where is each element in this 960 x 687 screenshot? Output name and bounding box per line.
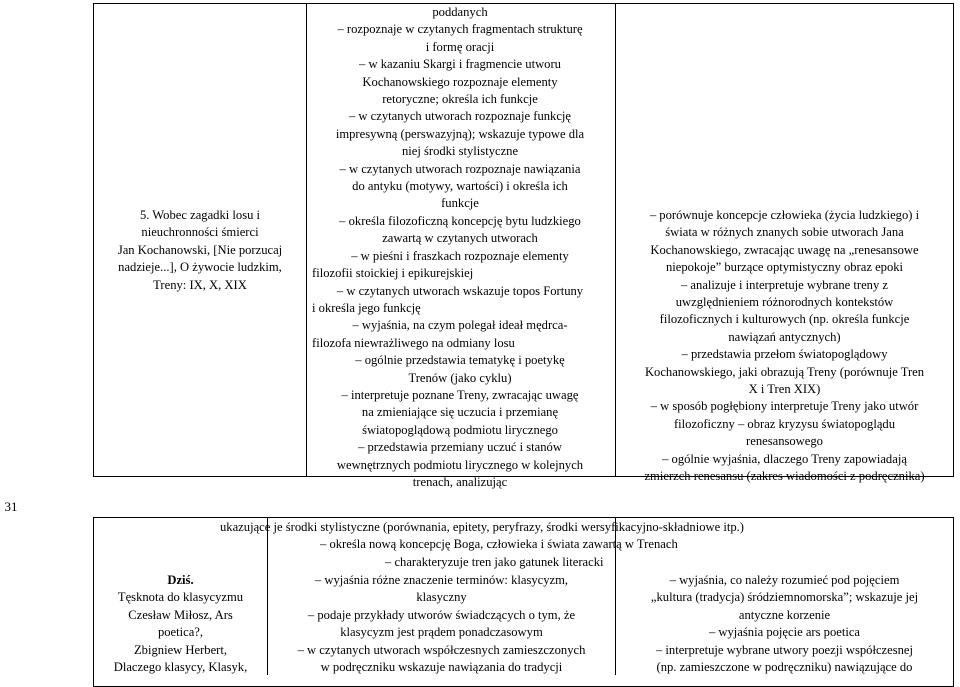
upper-extended-requirements-cell [617,207,952,486]
requirement-line: i określa jego funkcję [312,300,421,315]
requirement-line: filozofa niewrażliwego na odmiany losu [312,335,515,350]
requirement-line: niepokoje” burzące optymistyczny obraz epoki [665,260,904,275]
requirement-line: – porównuje koncepcje człowieka (życia ludzkiego) i [649,208,920,222]
requirement-line: światopoglądową podmiotu lirycznego [362,422,558,437]
requirement-line: filozoficzny – obraz kryzysu światopoglądu [673,416,896,431]
requirement-line: klasyczny [416,590,467,605]
requirement-line: – w czytanych utworach współczesnych zamieszczonych [297,642,586,657]
requirement-line: poddanych [432,5,488,19]
requirement-line: renesansowego [746,434,823,449]
requirement-line: zawartą w czytanych utworach [382,231,538,246]
requirement-line: – wyjaśnia, co należy rozumieć pod pojęciem [669,573,900,587]
requirement-line: – w czytanych utworach rozpoznaje funkcję [348,109,572,124]
requirement-line: – przedstawia przełom światopoglądowy [681,347,888,362]
requirement-line: – analizuje i interpretuje wybrane treny z [680,277,888,292]
requirement-line: X i Tren XIX) [748,382,821,397]
requirement-line: – określa filozoficzną koncepcję bytu ludzkiego [339,213,581,228]
requirement-line: niej środki stylistyczne [401,144,519,159]
requirement-line: świata w różnych znanych sobie utworach Jana [665,225,904,240]
lower-basic-requirements-cell [269,572,614,676]
requirement-line: funkcje [441,196,479,211]
topic-line: nieuchronności śmierci [141,225,259,240]
requirement-line: – w sposób pogłębiony interpretuje Treny jako utwór [650,399,919,414]
topic-line: Jan Kochanowski, [Nie porzucaj [117,242,283,257]
requirement-line: filozoficznych i kulturowych (np. określa funkcje [659,312,910,327]
topic-line: Tęsknota do klasycyzmu [117,590,244,605]
requirement-line: – interpretuje poznane Treny, zwracając uwagę [341,387,579,402]
requirement-line: wewnętrznych podmiotu lirycznego w kolejnych [336,457,584,472]
upper-basic-requirements-cell [312,4,608,491]
requirement-line: – w czytanych utworach rozpoznaje nawiązania [339,161,581,176]
requirement-line: nawiązań antycznych) [728,329,841,344]
requirement-line: „kultura (tradycja) śródziemnomorska”; wskazuje jej [650,590,919,605]
requirement-line: do antyku (motywy, wartości) i określa ich [352,179,568,194]
requirement-line: – interpretuje wybrane utwory poezji współczesnej [655,642,914,657]
upper-table-divider-1 [306,3,307,477]
requirement-line: – wyjaśnia, na czym polegał ideał mędrca- [352,318,568,333]
topic-line: Zbigniew Herbert, [133,642,228,657]
topic-line: poetica?, [157,625,204,640]
requirement-line: – w kazaniu Skargi i fragmencie utworu [359,57,561,72]
requirement-line: Kochanowskiego rozpoznaje elementy [362,74,558,89]
page-number: 31 [4,499,18,514]
requirement-line: – rozpoznaje w czytanych fragmentach strukturę [337,22,583,37]
topic-line: Dlaczego klasycy, Klasyk, [113,660,248,675]
requirement-line: – wyjaśnia pojęcie ars poetica [708,625,861,640]
requirement-line: retoryczne; określa ich funkcje [382,92,538,107]
topic-line: nadzieje...], O żywocie ludzkim, [118,260,282,275]
lower-continuation-cell [150,519,960,571]
requirement-line: – podaje przykłady utworów świadczących o tym, że [307,607,576,622]
requirement-line: – w czytanych utworach wskazuje topos Fortuny [336,283,584,298]
upper-table-divider-2 [615,3,616,477]
requirement-line: antyczne korzenie [738,607,831,622]
requirement-line: Kochanowskiego, zwracając uwagę na „renesansowe [650,242,919,257]
continuation-line: ukazujące je środki stylistyczne (porównania, epitety, peryfrazy, środki wersyfikacyjno-składniowe itp.) [220,520,744,534]
requirement-line: klasycyzm jest prądem ponadczasowym [340,625,543,640]
lower-extended-requirements-cell [617,572,952,676]
topic-heading: Dziś. [167,573,194,587]
continuation-line: – określa nową koncepcję Boga, człowieka i świata zawartą w Trenach [320,537,678,552]
requirement-line: (np. zamieszczone w podręczniku) nawiązujące do [656,660,913,675]
requirement-line: uwzględnieniem różnorodnych kontekstów [675,295,894,310]
requirement-line: w podręczniku wskazuje nawiązania do tradycji [320,660,563,675]
requirement-line: zmierzch renesansu (zakres wiadomości z podręcznika) [644,469,925,484]
upper-topic-cell [95,207,305,294]
requirement-line: trenach, analizując [412,474,508,489]
requirement-line: impresywną (perswazyjną); wskazuje typowe dla [335,126,585,141]
continuation-line: – charakteryzuje tren jako gatunek literacki [385,554,604,569]
requirement-line: i formę oracji [425,39,495,54]
topic-line: Czesław Miłosz, Ars [128,607,233,622]
requirement-line: filozofii stoickiej i epikurejskiej [312,266,474,281]
requirement-line: Trenów (jako cyklu) [408,370,512,385]
requirement-line: – w pieśni i fraszkach rozpoznaje elementy [351,248,569,263]
requirement-line: Kochanowskiego, jaki obrazują Treny (porównuje Tren [644,364,925,379]
lower-topic-cell [95,572,266,676]
requirement-line: – wyjaśnia różne znaczenie terminów: klasycyzm, [314,573,569,587]
requirement-line: na zmieniające się uczucia i przemianę [361,405,559,420]
topic-line: Treny: IX, X, XIX [153,277,247,292]
requirement-line: – ogólnie przedstawia tematykę i poetykę [355,353,565,368]
requirement-line: – ogólnie wyjaśnia, dlaczego Treny zapowiadają [662,451,907,466]
requirement-line: – przedstawia przemiany uczuć i stanów [358,440,562,455]
topic-line: 5. Wobec zagadki losu i [139,208,261,222]
